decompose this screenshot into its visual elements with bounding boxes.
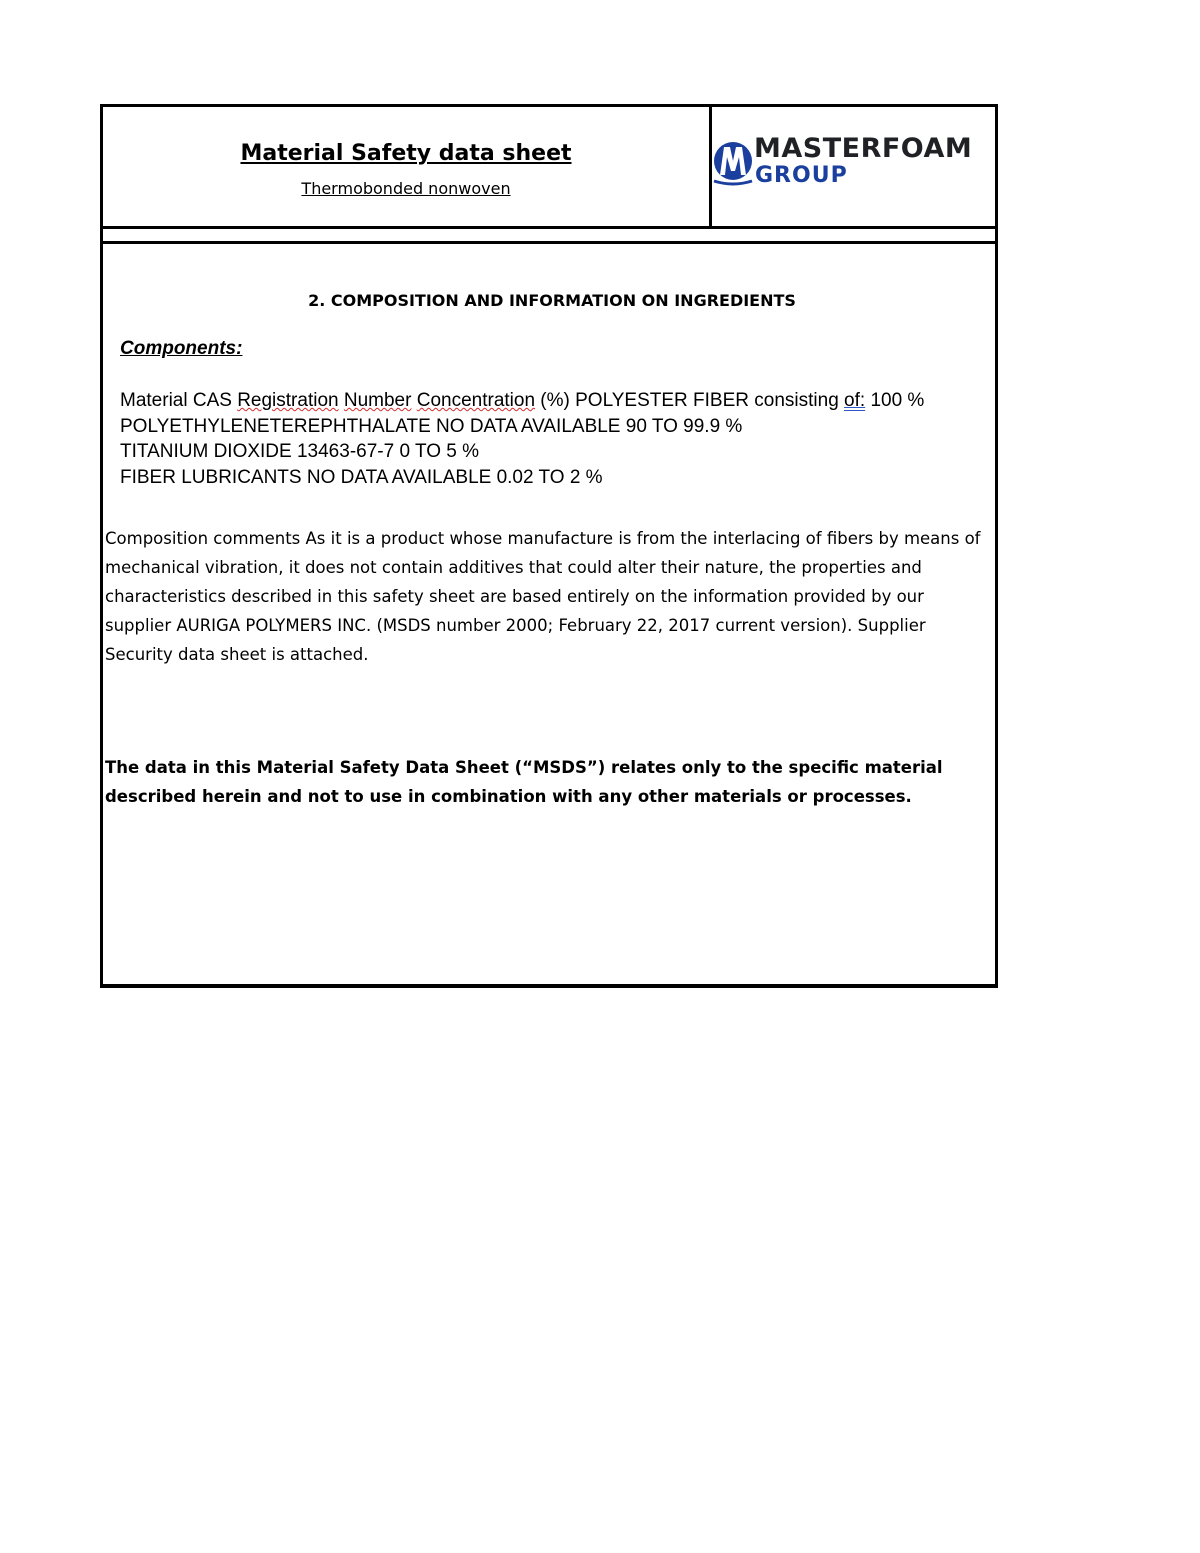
ingredient-text: Material CAS [120,390,238,411]
ingredient-line: TITANIUM DIOXIDE 13463-67-7 0 TO 5 % [120,441,480,462]
msds-disclaimer: The data in this Material Safety Data Sheet (“MSDS”) relates only to the specific material described herein and not to use in combination with any other materials or processes. [105,758,943,806]
ingredient-text: of: [844,390,866,411]
document-title: Material Safety data sheet [240,141,572,166]
composition-comments: Composition comments As it is a product whose manufacture is from the interlacing of fibers by means of mechanical vibration, it does not contain additives that could alter their nature, the properties and characteristics described in this safety sheet are based entirely on the information provided by our supplier AURIGA POLYMERS INC. (MSDS number 2000; February 22, 2017 current version). Supplier Security data sheet is attached. [105,529,981,664]
title-area [103,107,709,226]
logo-text-group: GROUP [755,163,848,188]
separator-strip [100,229,998,244]
msds-sheet [100,104,998,988]
section-heading: 2. COMPOSITION AND INFORMATION ON INGREDIENTS [308,291,796,310]
logo-text-masterfoam: MASTERFOAM [754,133,973,164]
ingredient-text: 100 % [865,390,925,411]
composition-section [100,244,998,988]
header-box [100,104,998,229]
ingredients-list [120,388,924,490]
masterfoam-m-logo-icon [712,135,754,187]
components-label: Components: [120,338,243,359]
ingredient-line [120,388,924,414]
ingredient-line: POLYETHYLENETEREPHTHALATE NO DATA AVAILABLE 90 TO 99.9 % [120,415,743,437]
ingredient-line: FIBER LUBRICANTS NO DATA AVAILABLE 0.02 TO 2 % [120,466,603,488]
company-logo [712,107,995,226]
ingredient-text: Registration [237,390,339,411]
document-subtitle: Thermobonded nonwoven [301,179,511,198]
ingredient-text: Number [343,390,412,411]
ingredient-text: Concentration [416,390,536,411]
ingredient-text: (%) POLYESTER FIBER consisting [535,390,845,411]
